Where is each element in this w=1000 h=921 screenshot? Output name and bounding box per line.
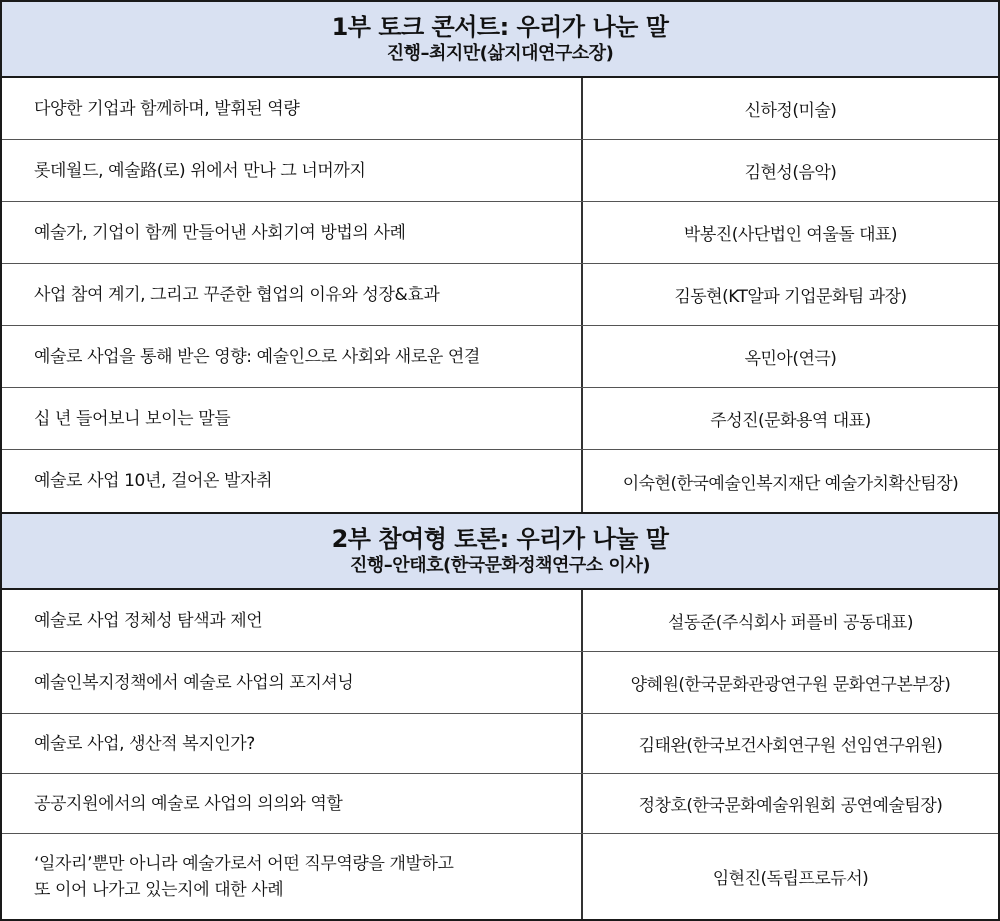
speaker-cell: 주성진(문화용역 대표) xyxy=(710,411,871,431)
topic-cell: 사업 참여 계기, 그리고 꾸준한 협업의 이유와 성장&효과 xyxy=(2,264,583,325)
table-row xyxy=(2,140,998,202)
speaker-cell: 신하정(미술) xyxy=(744,101,837,121)
table-row xyxy=(2,264,998,326)
table-row xyxy=(2,714,998,774)
section-2-header xyxy=(2,512,998,590)
topic-cell: 롯데월드, 예술路(로) 위에서 만나 그 너머까지 xyxy=(2,140,583,201)
table-row xyxy=(2,202,998,264)
speaker-cell: 정창호(한국문화예술위원회 공연예술팀장) xyxy=(638,796,943,816)
topic-cell: 다양한 기업과 함께하며, 발휘된 역량 xyxy=(2,78,583,139)
section-1-title: 1부 토크 콘서트: 우리가 나눈 말 xyxy=(331,13,669,41)
speaker-cell: 김태완(한국보건사회연구원 선임연구위원) xyxy=(638,736,943,756)
table-row xyxy=(2,78,998,140)
topic-cell: 예술인복지정책에서 예술로 사업의 포지셔닝 xyxy=(2,652,583,713)
speaker-cell: 김동현(KT알파 기업문화팀 과장) xyxy=(674,287,907,307)
speaker-cell: 이숙현(한국예술인복지재단 예술가치확산팀장) xyxy=(622,473,959,494)
speaker-cell: 임현진(독립프로듀서) xyxy=(712,869,869,889)
table-row xyxy=(2,652,998,714)
table-row xyxy=(2,388,998,450)
section-1-moderator: 진행–최지만(삶지대연구소장) xyxy=(386,43,614,64)
speaker-cell: 박봉진(사단법인 여울돌 대표) xyxy=(683,225,898,245)
topic-cell: 공공지원에서의 예술로 사업의 의의와 역할 xyxy=(2,774,583,833)
section-2-moderator: 진행–안태호(한국문화정책연구소 이사) xyxy=(350,555,650,576)
topic-cell: 예술로 사업, 생산적 복지인가? xyxy=(2,714,583,773)
topic-cell: 예술로 사업 10년, 걸어온 발자취 xyxy=(2,450,583,512)
speaker-cell: 김현성(음악) xyxy=(744,163,837,183)
topic-cell: 예술로 사업 정체성 탐색과 제언 xyxy=(2,590,583,651)
speaker-cell: 설동준(주식회사 퍼플비 공동대표) xyxy=(668,613,913,633)
table-row xyxy=(2,450,998,512)
section-2-title: 2부 참여형 토론: 우리가 나눌 말 xyxy=(331,525,669,553)
topic-cell: 예술로 사업을 통해 받은 영향: 예술인으로 사회와 새로운 연결 xyxy=(2,326,583,387)
table-row xyxy=(2,590,998,652)
topic-cell: 십 년 들어보니 보이는 말들 xyxy=(2,388,583,449)
table-row xyxy=(2,326,998,388)
speaker-cell: 옥민아(연극) xyxy=(744,349,837,369)
topic-cell: ‘일자리’뿐만 아니라 예술가로서 어떤 직무역량을 개발하고 또 이어 나가고 있는지에 대한 사례 xyxy=(2,834,583,919)
table-row xyxy=(2,834,998,919)
section-1-header xyxy=(2,2,998,78)
topic-cell: 예술가, 기업이 함께 만들어낸 사회기여 방법의 사례 xyxy=(2,202,583,263)
speaker-cell: 양혜원(한국문화관광연구원 문화연구본부장) xyxy=(630,675,951,695)
table-row xyxy=(2,774,998,834)
